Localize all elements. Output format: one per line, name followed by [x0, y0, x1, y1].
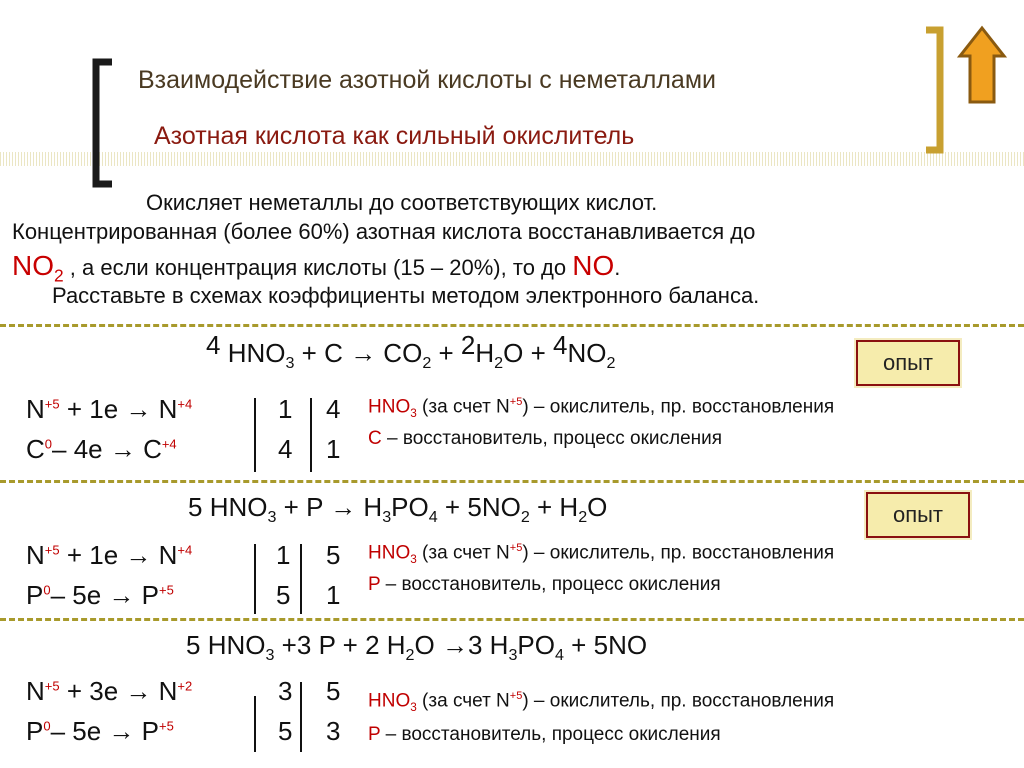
balance-3-bar-b: [300, 682, 302, 752]
right-bracket: [922, 26, 948, 154]
balance-1-bar-a: [254, 398, 256, 472]
note-1-oxidizer: $HNO_3$ (за счет $N^{+5}$) – окислитель, пр. восстановления: [368, 396, 835, 421]
note-3-oxidizer: $HNO_3$ (за счет $N^{+5}$) – окислитель, пр. восстановления: [368, 690, 835, 715]
balance-1-coef-1a: 1: [278, 394, 293, 424]
balance-2-bar-a: [254, 544, 256, 614]
equation-1: 4 $HNO_3 + C \to CO_2 + 2H_2O + 4NO_2$: [206, 330, 616, 373]
balance-3-row-1: $N^{+5} + 3e \to N^{+2}$: [26, 676, 193, 706]
intro-line-3: $NO_2$ , а если концентрация кислоты (15 – 20%), то до NO.: [12, 250, 621, 286]
balance-2-coef-1b: 5: [326, 540, 341, 570]
balance-1-coef-2b: 1: [326, 434, 341, 464]
equation-3: 5 $HNO_3 +3$ P + 2 $H_2O \to 3$ $H_3PO_4 + 5NO$: [186, 630, 648, 665]
balance-3-row-2: $P^0-$ $5e \to P^{+5}$: [26, 716, 174, 746]
task-text: Расставьте в схемах коэффициенты методом электронного баланса.: [52, 283, 760, 308]
separator-2: [0, 480, 1024, 483]
balance-2-row-2: $P^0-$ $5e \to P^{+5}$: [26, 580, 174, 610]
intro-line-1: Окисляет неметаллы до соответствующих кислот.: [146, 190, 658, 215]
balance-2-coef-1a: 1: [276, 540, 291, 570]
note-2-reducer: P – восстановитель, процесс окисления: [368, 574, 721, 595]
balance-2-coef-2a: 5: [276, 580, 291, 610]
balance-3-coef-2a: 5: [278, 716, 293, 746]
note-3-reducer: P – восстановитель, процесс окисления: [368, 724, 721, 745]
balance-2-bar-b: [300, 544, 302, 614]
balance-1-row-1: $N^{+5} + 1e \to N^{+4}$: [26, 394, 193, 424]
balance-1-row-2: $C^0-$ $4e \to C^{+4}$: [26, 434, 177, 464]
separator-3: [0, 618, 1024, 621]
no-formula: NO: [572, 250, 615, 281]
intro-line-2: Концентрированная (более 60%) азотная кислота восстанавливается до: [12, 219, 756, 244]
balance-3-coef-1a: 3: [278, 676, 293, 706]
no2-formula: $NO_2$: [12, 250, 64, 286]
balance-3-coef-1b: 5: [326, 676, 341, 706]
up-arrow-icon[interactable]: [956, 24, 1008, 106]
opyt-button-2[interactable]: опыт: [866, 492, 970, 538]
balance-3-bar-a: [254, 696, 256, 752]
slide-subtitle: Азотная кислота как сильный окислитель: [154, 122, 635, 150]
balance-1-coef-2a: 4: [278, 434, 293, 464]
separator-1: [0, 324, 1024, 327]
balance-1-coef-1b: 4: [326, 394, 341, 424]
balance-3-coef-2b: 3: [326, 716, 341, 746]
equation-2: 5 $HNO_3 + P \to H_3PO_4 + 5NO_2 + H_2O$: [188, 492, 608, 527]
slide-title: Взаимодействие азотной кислоты с неметаллами: [138, 66, 716, 94]
note-2-oxidizer: $HNO_3$ (за счет $N^{+5}$) – окислитель, пр. восстановления: [368, 542, 835, 567]
balance-2-row-1: $N^{+5} + 1e \to N^{+4}$: [26, 540, 193, 570]
balance-1-bar-b: [310, 398, 312, 472]
title-stripe: [0, 152, 1024, 166]
note-1-reducer: C – восстановитель, процесс окисления: [368, 428, 723, 449]
balance-2-coef-2b: 1: [326, 580, 341, 610]
opyt-button-1[interactable]: опыт: [856, 340, 960, 386]
left-bracket: [88, 58, 118, 188]
